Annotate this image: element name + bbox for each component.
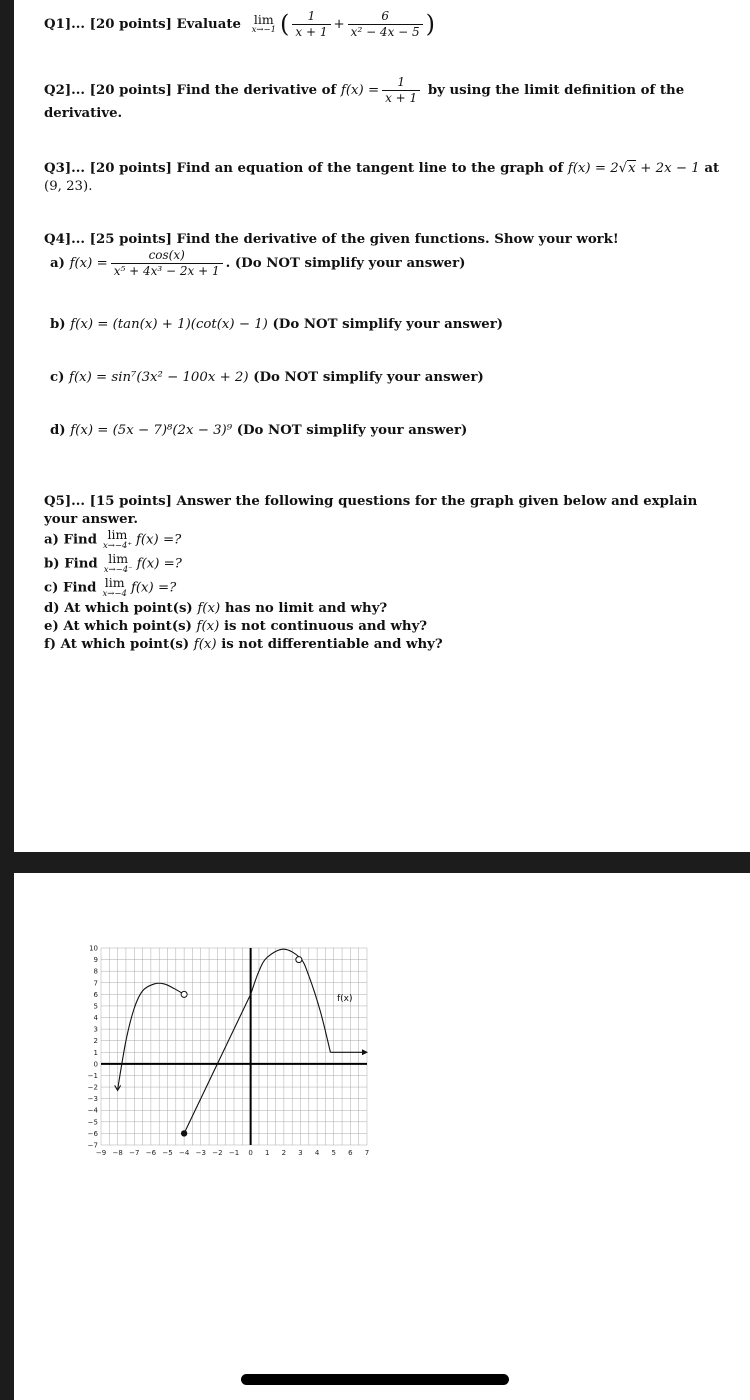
q1-label: Q1]... bbox=[44, 17, 86, 33]
y-tick-label: 2 bbox=[93, 1037, 98, 1046]
numerator: 1 bbox=[307, 8, 316, 23]
q2-function: f(x) = bbox=[340, 83, 380, 99]
q4b-label: b) bbox=[50, 317, 66, 332]
x-tick-label: −5 bbox=[162, 1149, 173, 1157]
q3-points: [20 points] bbox=[89, 161, 172, 176]
q5f-function: f(x) bbox=[193, 637, 217, 652]
home-indicator bbox=[241, 1374, 509, 1385]
q5a-limit bbox=[103, 529, 132, 551]
denominator: x + 1 bbox=[292, 24, 330, 39]
x-tick-label: −7 bbox=[129, 1149, 140, 1157]
q5b-limit bbox=[104, 553, 133, 575]
x-tick-label: −2 bbox=[212, 1149, 223, 1157]
x-tick-label: 2 bbox=[281, 1149, 287, 1157]
y-tick-label: −4 bbox=[87, 1106, 98, 1115]
sqrt-sign: √ bbox=[618, 161, 628, 176]
q5d-text-a: d) At which point(s) bbox=[44, 601, 193, 616]
x-tick-label: −4 bbox=[178, 1149, 190, 1157]
y-tick-label: 9 bbox=[93, 956, 98, 965]
q4a-note: . (Do NOT simplify your answer) bbox=[225, 256, 466, 272]
lim-word: lim bbox=[108, 551, 129, 566]
q5c-expression: f(x) =? bbox=[130, 580, 177, 596]
question-5a bbox=[44, 529, 730, 551]
x-tick-label: −8 bbox=[112, 1149, 123, 1157]
q4d-label: d) bbox=[50, 423, 66, 438]
q4b-note: (Do NOT simplify your answer) bbox=[272, 317, 504, 332]
q2-label: Q2]... bbox=[44, 83, 86, 99]
question-4c bbox=[50, 369, 730, 387]
numerator: 6 bbox=[381, 8, 389, 23]
q2-text-b: by using the limit definition of the derivative. bbox=[44, 83, 685, 122]
y-tick-label: 3 bbox=[93, 1025, 98, 1034]
question-5d bbox=[44, 600, 730, 618]
q5-label: Q5]... bbox=[44, 494, 86, 509]
lim-word: lim bbox=[253, 11, 274, 27]
y-tick-label: −5 bbox=[87, 1118, 98, 1127]
lim-subscript: x→−1 bbox=[251, 25, 277, 36]
question-5e bbox=[44, 618, 730, 636]
q5-points: [15 points] bbox=[89, 494, 172, 509]
q4c-function: f(x) = sin⁷(3x² − 100x + 2) bbox=[69, 370, 249, 385]
x-tick-label: 1 bbox=[265, 1149, 270, 1157]
open-point bbox=[296, 957, 302, 963]
question-1 bbox=[44, 8, 730, 41]
q3-text-b: at bbox=[704, 161, 720, 176]
lim-word: lim bbox=[104, 575, 125, 590]
q1-points: [20 points] bbox=[89, 17, 172, 33]
x-tick-label: −9 bbox=[95, 1149, 107, 1157]
q1-fraction-1 bbox=[292, 10, 330, 39]
x-tick-label: −6 bbox=[145, 1149, 157, 1157]
q1-fraction-2 bbox=[348, 10, 423, 39]
q5a-expression: f(x) =? bbox=[135, 532, 182, 548]
q3-label: Q3]... bbox=[44, 161, 86, 176]
q3-point: (9, 23). bbox=[44, 179, 93, 195]
q5f-text-b: is not differentiable and why? bbox=[221, 637, 443, 652]
question-5 bbox=[44, 493, 730, 530]
legend-label: f(x) bbox=[337, 994, 353, 1004]
x-tick-label: 7 bbox=[364, 1149, 370, 1157]
y-tick-label: −3 bbox=[87, 1095, 98, 1104]
y-tick-label: 1 bbox=[93, 1048, 98, 1057]
q5c-label: c) Find bbox=[44, 580, 97, 596]
q5e-function: f(x) bbox=[196, 619, 220, 634]
y-tick-label: −2 bbox=[87, 1083, 98, 1092]
q5e-text-a: e) At which point(s) bbox=[44, 619, 192, 634]
question-2 bbox=[44, 76, 730, 124]
x-tick-label: 3 bbox=[298, 1149, 303, 1157]
y-tick-label: −7 bbox=[87, 1141, 98, 1150]
q3-function-b: + 2x − 1 bbox=[640, 161, 700, 176]
function-graph bbox=[80, 940, 380, 1160]
question-3 bbox=[44, 160, 730, 197]
q2-points: [20 points] bbox=[89, 83, 172, 99]
q1-text: Evaluate bbox=[176, 17, 241, 33]
q4-text: Find the derivative of the given functions. Show your work! bbox=[176, 232, 619, 247]
y-tick-label: 10 bbox=[89, 944, 98, 953]
q5d-function: f(x) bbox=[197, 601, 221, 616]
tick-labels bbox=[88, 945, 370, 1158]
q4a-function: f(x) = bbox=[69, 256, 108, 272]
x-tick-label: 6 bbox=[348, 1149, 353, 1157]
x-tick-label: 4 bbox=[314, 1149, 320, 1157]
question-5b bbox=[44, 553, 730, 575]
page-divider-band bbox=[0, 852, 750, 873]
q4d-function: f(x) = (5x − 7)⁸(2x − 3)⁹ bbox=[70, 423, 233, 438]
left-dark-strip bbox=[0, 0, 14, 1400]
q3-function-a: f(x) = 2 bbox=[567, 161, 619, 176]
y-tick-label: 8 bbox=[93, 967, 98, 976]
q4d-note: (Do NOT simplify your answer) bbox=[236, 423, 468, 438]
lim-word: lim bbox=[107, 527, 128, 542]
x-tick-label: 5 bbox=[331, 1149, 336, 1157]
q5-text: Answer the following questions for the graph given below and explain your answer. bbox=[44, 494, 698, 528]
q4a-fraction bbox=[111, 249, 223, 278]
y-tick-label: −6 bbox=[87, 1129, 98, 1138]
y-tick-label: 6 bbox=[93, 990, 98, 999]
question-5c bbox=[44, 577, 730, 599]
question-4 bbox=[44, 231, 730, 249]
plus-sign: + bbox=[333, 17, 345, 33]
q5a-label: a) Find bbox=[44, 532, 97, 548]
numerator: 1 bbox=[397, 75, 405, 89]
q5e-text-b: is not continuous and why? bbox=[223, 619, 428, 634]
q1-limit bbox=[251, 11, 277, 36]
q4a-label: a) bbox=[50, 256, 65, 272]
denominator: x⁵ + 4x³ − 2x + 1 bbox=[111, 263, 223, 278]
q4-label: Q4]... bbox=[44, 232, 86, 247]
q2-fraction bbox=[382, 76, 420, 105]
grid-lines bbox=[101, 948, 367, 1145]
open-point bbox=[181, 991, 187, 997]
q5d-text-b: has no limit and why? bbox=[224, 601, 388, 616]
q5f-text-a: f) At which point(s) bbox=[44, 637, 190, 652]
x-tick-label: −3 bbox=[195, 1149, 206, 1157]
q4-points: [25 points] bbox=[89, 232, 172, 247]
question-4a bbox=[50, 249, 730, 278]
q4c-note: (Do NOT simplify your answer) bbox=[253, 370, 484, 385]
y-tick-label: 0 bbox=[93, 1060, 98, 1069]
sqrt-argument: x bbox=[628, 161, 636, 176]
denominator: x + 1 bbox=[382, 90, 420, 105]
q2-text-a: Find the derivative of bbox=[176, 83, 337, 99]
closed-point bbox=[181, 1130, 187, 1136]
y-tick-label: 7 bbox=[93, 979, 98, 988]
lim-subscript: x→−4⁺ bbox=[103, 540, 132, 551]
q5c-limit bbox=[102, 577, 126, 599]
question-4b bbox=[50, 316, 730, 334]
q5b-label: b) Find bbox=[44, 556, 98, 572]
x-tick-label: 0 bbox=[248, 1149, 253, 1157]
numerator: cos(x) bbox=[148, 248, 185, 262]
q5b-expression: f(x) =? bbox=[136, 556, 182, 572]
y-tick-label: 4 bbox=[93, 1014, 98, 1023]
curves bbox=[115, 949, 368, 1133]
close-paren: ) bbox=[425, 10, 436, 38]
lim-subscript: x→−4 bbox=[102, 588, 127, 599]
question-5f bbox=[44, 636, 730, 654]
q3-text-a: Find an equation of the tangent line to the graph of bbox=[176, 161, 564, 176]
q4c-label: c) bbox=[50, 370, 65, 385]
y-tick-label: −1 bbox=[87, 1071, 98, 1080]
denominator: x² − 4x − 5 bbox=[348, 24, 423, 39]
q4b-function: f(x) = (tan(x) + 1)(cot(x) − 1) bbox=[70, 317, 268, 332]
open-paren: ( bbox=[280, 10, 290, 38]
curve-middle-arc bbox=[251, 949, 331, 1052]
y-tick-label: 5 bbox=[93, 1002, 98, 1011]
x-tick-label: −1 bbox=[228, 1149, 240, 1157]
lim-subscript: x→−4⁻ bbox=[103, 564, 133, 575]
question-4d bbox=[50, 422, 730, 440]
